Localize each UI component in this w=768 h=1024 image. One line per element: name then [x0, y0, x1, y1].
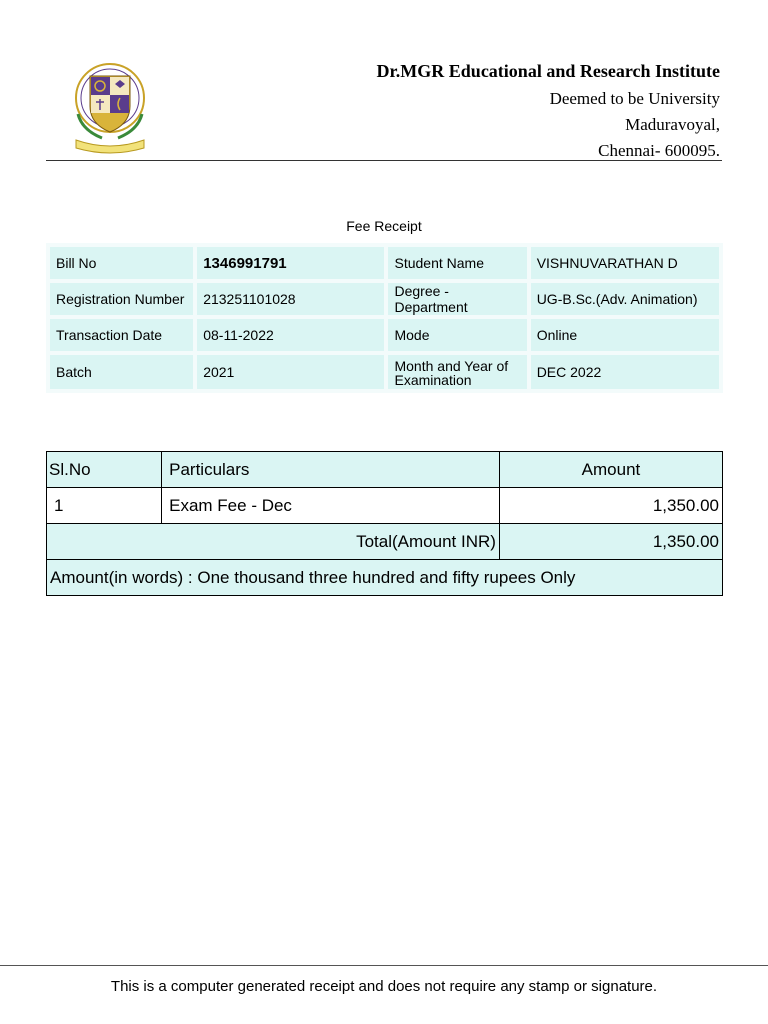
mode-label: Mode — [388, 319, 526, 351]
fee-total-row — [47, 524, 723, 560]
registration-label: Registration Number — [50, 283, 193, 315]
degree-label: Degree - Department — [388, 283, 526, 315]
bill-no-value: 1346991791 — [197, 247, 384, 279]
fee-item-row — [47, 488, 723, 524]
institute-seal-icon — [60, 58, 160, 158]
institute-logo — [60, 58, 160, 158]
total-amount: 1,350.00 — [499, 524, 722, 560]
info-row — [50, 247, 719, 279]
sl-no-header: Sl.No — [47, 452, 162, 488]
exam-label-line-2: Examination — [394, 372, 472, 388]
amount-header: Amount — [499, 452, 722, 488]
total-label: Total(Amount INR) — [47, 524, 500, 560]
bill-no-label: Bill No — [50, 247, 193, 279]
receipt-info-table — [46, 243, 723, 393]
exam-month-year-value: DEC 2022 — [531, 355, 719, 389]
exam-label-line-1: Month and Year of — [394, 358, 509, 374]
receipt-title: Fee Receipt — [346, 218, 422, 234]
header-divider — [46, 160, 722, 161]
footer-note: This is a computer generated receipt and does not require any stamp or signature. — [110, 978, 658, 995]
transaction-date-value: 08-11-2022 — [197, 319, 384, 351]
student-name-label: Student Name — [388, 247, 526, 279]
registration-value: 213251101028 — [197, 283, 384, 315]
institute-header — [376, 60, 720, 164]
exam-month-year-label — [388, 355, 526, 389]
student-name-value: VISHNUVARATHAN D — [531, 247, 719, 279]
info-row — [50, 319, 719, 351]
address-line-1: Maduravoyal, — [625, 115, 720, 134]
address-line-2: Chennai- 600095. — [598, 141, 720, 160]
batch-label: Batch — [50, 355, 193, 389]
footer-divider — [0, 965, 768, 966]
amount-in-words-row — [47, 560, 723, 596]
fee-item-sl-no: 1 — [47, 488, 162, 524]
fee-table — [46, 451, 723, 596]
amount-in-words: Amount(in words) : One thousand three hundred and fifty rupees Only — [47, 560, 723, 596]
info-row — [50, 283, 719, 315]
institute-subtitle: Deemed to be University — [549, 89, 720, 108]
fee-item-amount: 1,350.00 — [499, 488, 722, 524]
info-row — [50, 355, 719, 389]
batch-value: 2021 — [197, 355, 384, 389]
institute-name: Dr.MGR Educational and Research Institute — [376, 61, 720, 81]
degree-value: UG-B.Sc.(Adv. Animation) — [531, 283, 719, 315]
mode-value: Online — [531, 319, 719, 351]
fee-header-row — [47, 452, 723, 488]
fee-item-particulars: Exam Fee - Dec — [162, 488, 500, 524]
transaction-date-label: Transaction Date — [50, 319, 193, 351]
particulars-header: Particulars — [162, 452, 500, 488]
